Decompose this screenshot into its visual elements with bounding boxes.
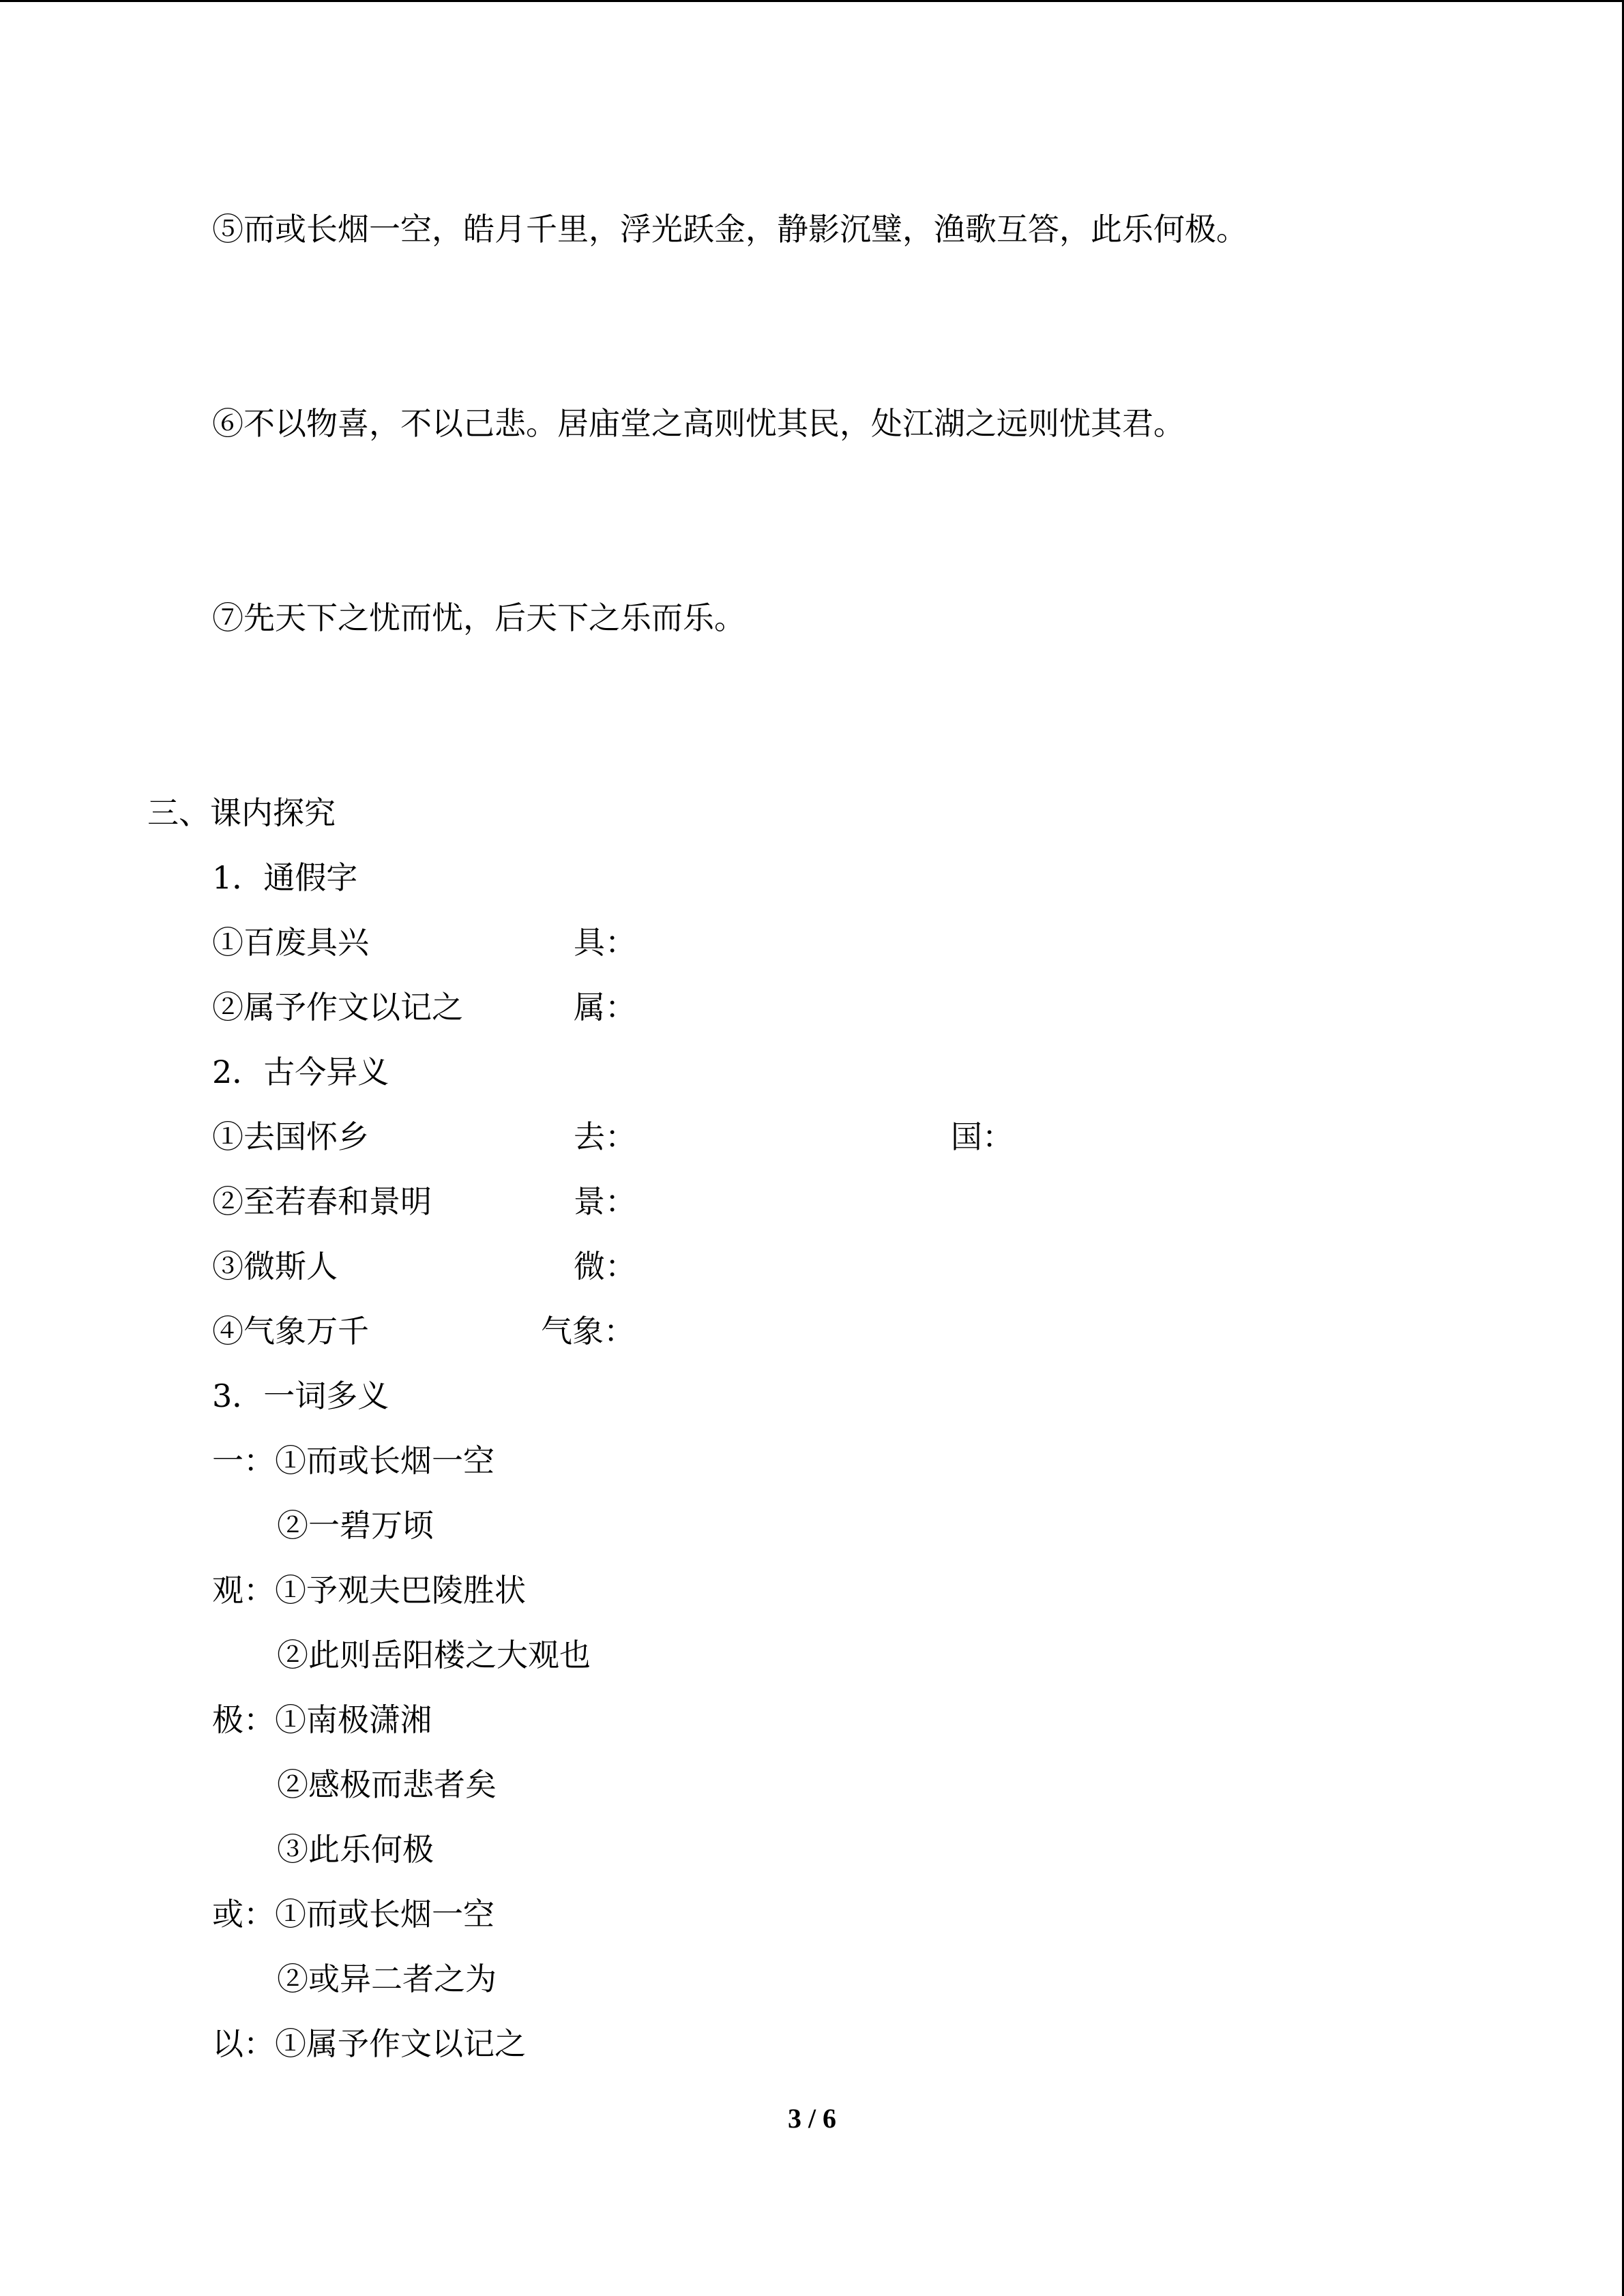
duoyi-example: ①属予作文以记之	[275, 2025, 526, 2062]
duoyi-word: 以：	[212, 2025, 275, 2062]
duoyi-example: ①而或长烟一空	[275, 1896, 494, 1933]
subsection-title-tongjiazi: 1．通假字	[212, 859, 358, 896]
item-label: 微：	[574, 1248, 636, 1285]
subsection-title-gujin: 2．古今异义	[212, 1054, 389, 1090]
duoyi-example: ②或异二者之为	[277, 1960, 497, 1997]
item-label: 气象：	[541, 1313, 635, 1350]
duoyi-example: ①而或长烟一空	[275, 1442, 494, 1479]
item-label-second: 国：	[951, 1118, 1014, 1155]
duoyi-row	[212, 1570, 526, 1611]
item-label: 属：	[574, 989, 636, 1026]
duoyi-example: ③此乐何极	[277, 1831, 434, 1868]
page-number: 3 / 6	[787, 2103, 837, 2134]
duoyi-example: ②一碧万顷	[277, 1507, 434, 1544]
item-phrase: ①百废具兴	[212, 924, 369, 961]
duoyi-row	[212, 1440, 494, 1481]
sentence-6: ⑥不以物喜，不以己悲。居庙堂之高则忧其民，处江湖之远则忧其君。	[212, 405, 1185, 442]
top-border-rule	[0, 0, 1624, 2]
duoyi-row	[212, 1894, 494, 1935]
duoyi-example: ②感极而悲者矣	[277, 1766, 497, 1803]
item-phrase: ②属予作文以记之	[212, 989, 463, 1026]
item-label: 景：	[574, 1183, 636, 1220]
item-phrase: ①去国怀乡	[212, 1118, 369, 1155]
duoyi-row	[212, 1699, 432, 1740]
item-phrase: ④气象万千	[212, 1313, 369, 1350]
item-label: 去：	[574, 1118, 636, 1155]
duoyi-word: 或：	[212, 1896, 275, 1933]
item-phrase: ②至若春和景明	[212, 1183, 432, 1220]
item-phrase: ③微斯人	[212, 1248, 338, 1285]
sentence-5: ⑤而或长烟一空，皓月千里，浮光跃金，静影沉璧，渔歌互答，此乐何极。	[212, 211, 1247, 248]
sentence-7: ⑦先天下之忧而忧，后天下之乐而乐。	[212, 599, 745, 636]
duoyi-word: 一：	[212, 1442, 275, 1479]
subsection-title-duoyi: 3．一词多义	[212, 1377, 389, 1414]
duoyi-example: ②此则岳阳楼之大观也	[277, 1637, 591, 1673]
section-title: 三、课内探究	[147, 794, 336, 831]
item-label: 具：	[574, 924, 636, 961]
duoyi-row	[212, 2023, 526, 2064]
duoyi-example: ①予观夫巴陵胜状	[275, 1572, 526, 1609]
duoyi-example: ①南极潇湘	[275, 1701, 432, 1738]
duoyi-word: 极：	[212, 1701, 275, 1738]
duoyi-word: 观：	[212, 1572, 275, 1609]
